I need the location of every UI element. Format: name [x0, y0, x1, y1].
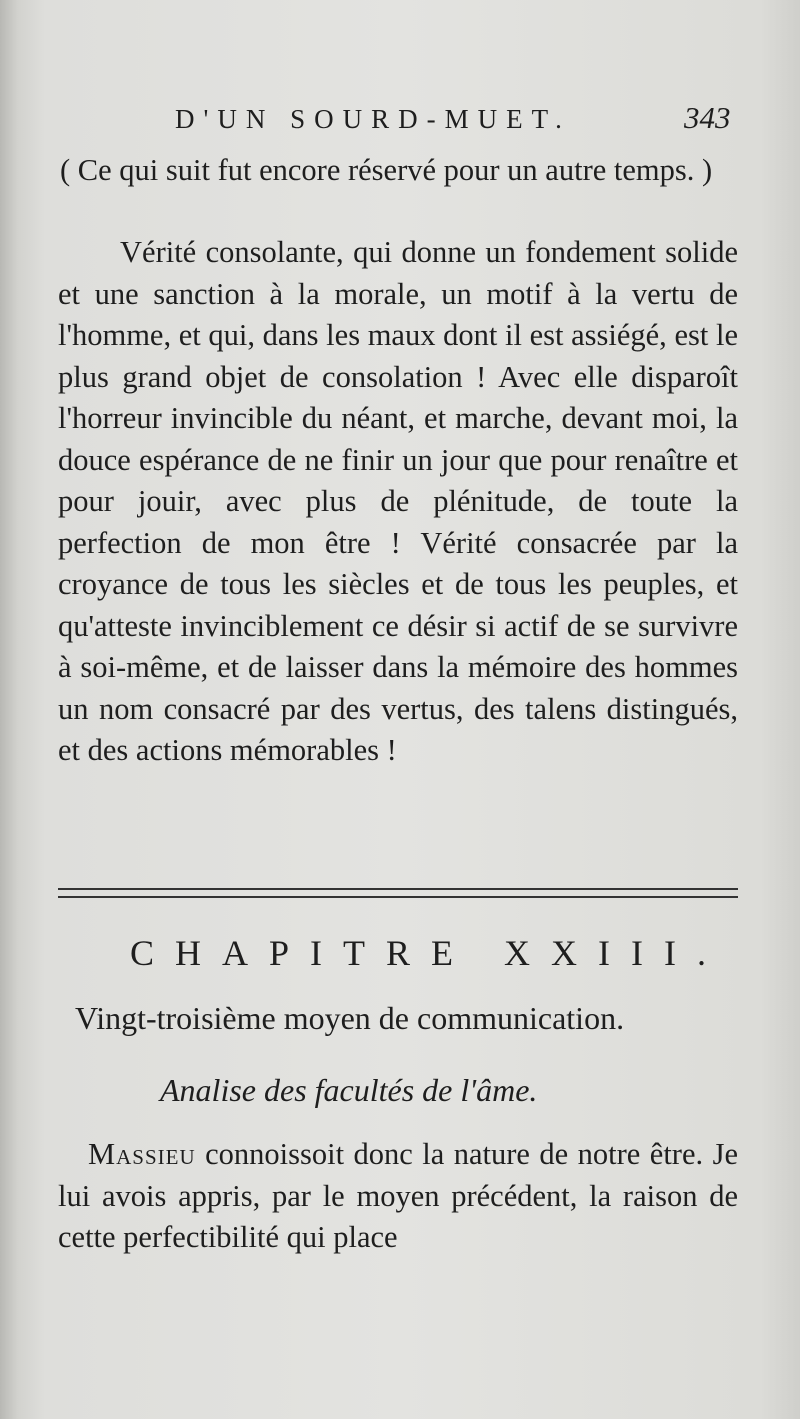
running-title: D'UN SOURD-MUET.: [175, 104, 571, 134]
chapter-subtitle: Vingt-troisième moyen de communication.: [75, 1000, 625, 1036]
chapter-divider-rule: [58, 888, 738, 898]
page-header: [0, 100, 800, 150]
paragraph-2: Vérité consolante, qui donne un fondement solide et une sanction à la morale, un motif à la vertu de l'homme, et qui, dans les maux dont il est assiégé, est le plus grand objet de consolation ! Avec elle disparoît l'horreur invincible du néant, et marche, devant moi, la douce espérance de ne finir un jour que pour renaître et pour jouir, avec plus de plénitude, de toute la perfection de mon être ! Vérité consacrée par la croyance de tous les siècles et de tous les peuples, et qu'atteste invinciblement ce désir si actif de se survivre à soi-même, et de laisser dans la mémoire des hommes un nom consacré par des vertus, des talens distingués, et des actions mémorables !: [58, 235, 738, 767]
section-title: Analise des facultés de l'âme.: [160, 1072, 538, 1108]
paragraph-3: [58, 1134, 738, 1259]
paragraph-3-first-word: Massieu: [88, 1137, 196, 1171]
paragraph-3-text: connoissoit donc la nature de notre être. Je lui avois appris, par le moyen précédent, la raison de cette perfectibilité qui place: [58, 1137, 738, 1254]
page-number: 343: [684, 100, 731, 135]
chapter-heading: CHAPITRE XXIII.: [130, 933, 727, 973]
paragraph-1: ( Ce qui suit fut encore réservé pour un autre temps. ): [60, 153, 713, 187]
